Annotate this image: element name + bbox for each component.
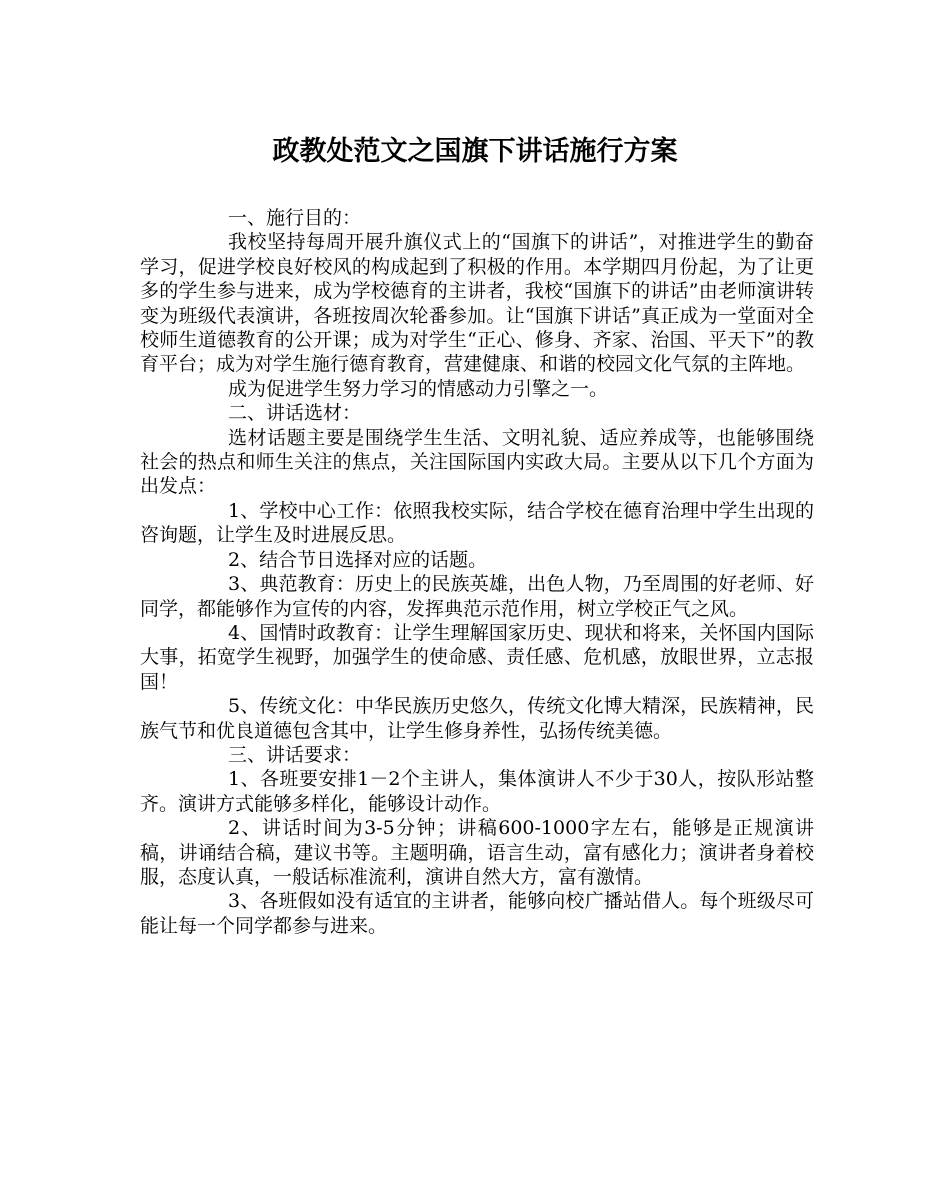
paragraph-topics-intro: 选材话题主要是围绕学生生活、文明礼貌、适应养成等，也能够围绕社会的热点和师生关注的焦点，关注国际国内实政大局。主要从以下几个方面为出发点：: [140, 426, 814, 498]
list-item-requirement-2: 2、讲话时间为3-5分钟；讲稿600-1000字左右，能够是正规演讲稿，讲诵结合稿，建议书等。主题明确，语言生动，富有感化力；演讲者身着校服，态度认真，一般话标准流利，演讲自然大方，富有激情。: [140, 817, 814, 888]
section-heading-topics: 二、讲话选材：: [228, 402, 362, 425]
document-body: [140, 206, 814, 938]
paragraph-purpose-engine: 成为促进学生努力学习的情感动力引擎之一。: [228, 377, 609, 400]
list-item-topic-2: 2、结合节日选择对应的话题。: [228, 548, 488, 571]
section-heading-purpose: 一、施行目的：: [228, 207, 362, 229]
list-item-requirement-1: 1、各班要安排1－2个主讲人，集体演讲人不少于30人，按队形站整齐。演讲方式能够多样化，能够设计动作。: [140, 768, 814, 815]
list-item-requirement-3: 3、各班假如没有适宜的主讲者，能够向校广播站借人。每个班级尽可能让每一个同学都参与进来。: [140, 890, 814, 937]
list-item-topic-5: 5、传统文化：中华民族历史悠久，传统文化博大精深，民族精神，民族气节和优良道德包含其中，让学生修身养性，弘扬传统美德。: [140, 695, 814, 742]
document-title: 政教处范文之国旗下讲话施行方案: [272, 136, 678, 167]
list-item-topic-3: 3、典范教育：历史上的民族英雄，出色人物，乃至周围的好老师、好同学，都能够作为宣传的内容，发挥典范示范作用，树立学校正气之风。: [140, 573, 814, 620]
list-item-topic-1: 1、学校中心工作：依照我校实际，结合学校在德育治理中学生出现的咨询题，让学生及时进展反思。: [140, 499, 814, 547]
list-item-topic-4: 4、国情时政教育：让学生理解国家历史、现状和将来，关怀国内国际大事，拓宽学生视野，加强学生的使命感、责任感、危机感，放眼世界，立志报国！: [140, 621, 814, 693]
paragraph-purpose-body: 我校坚持每周开展升旗仪式上的“国旗下的讲话”，对推进学生的勤奋学习，促进学校良好校风的构成起到了积极的作用。本学期四月份起，为了让更多的学生参与进来，成为学校德育的主讲者，我校“国旗下的讲话”由老师演讲转变为班级代表演讲，各班按周次轮番参加。让“国旗下讲话”真正成为一堂面对全校师生道德教育的公开课；成为对学生“正心、修身、齐家、治国、平天下”的教育平台；成为对学生施行德育教育，营建健康、和谐的校园文化气氛的主阵地。: [140, 231, 814, 376]
section-heading-requirements: 三、讲话要求：: [228, 743, 362, 766]
